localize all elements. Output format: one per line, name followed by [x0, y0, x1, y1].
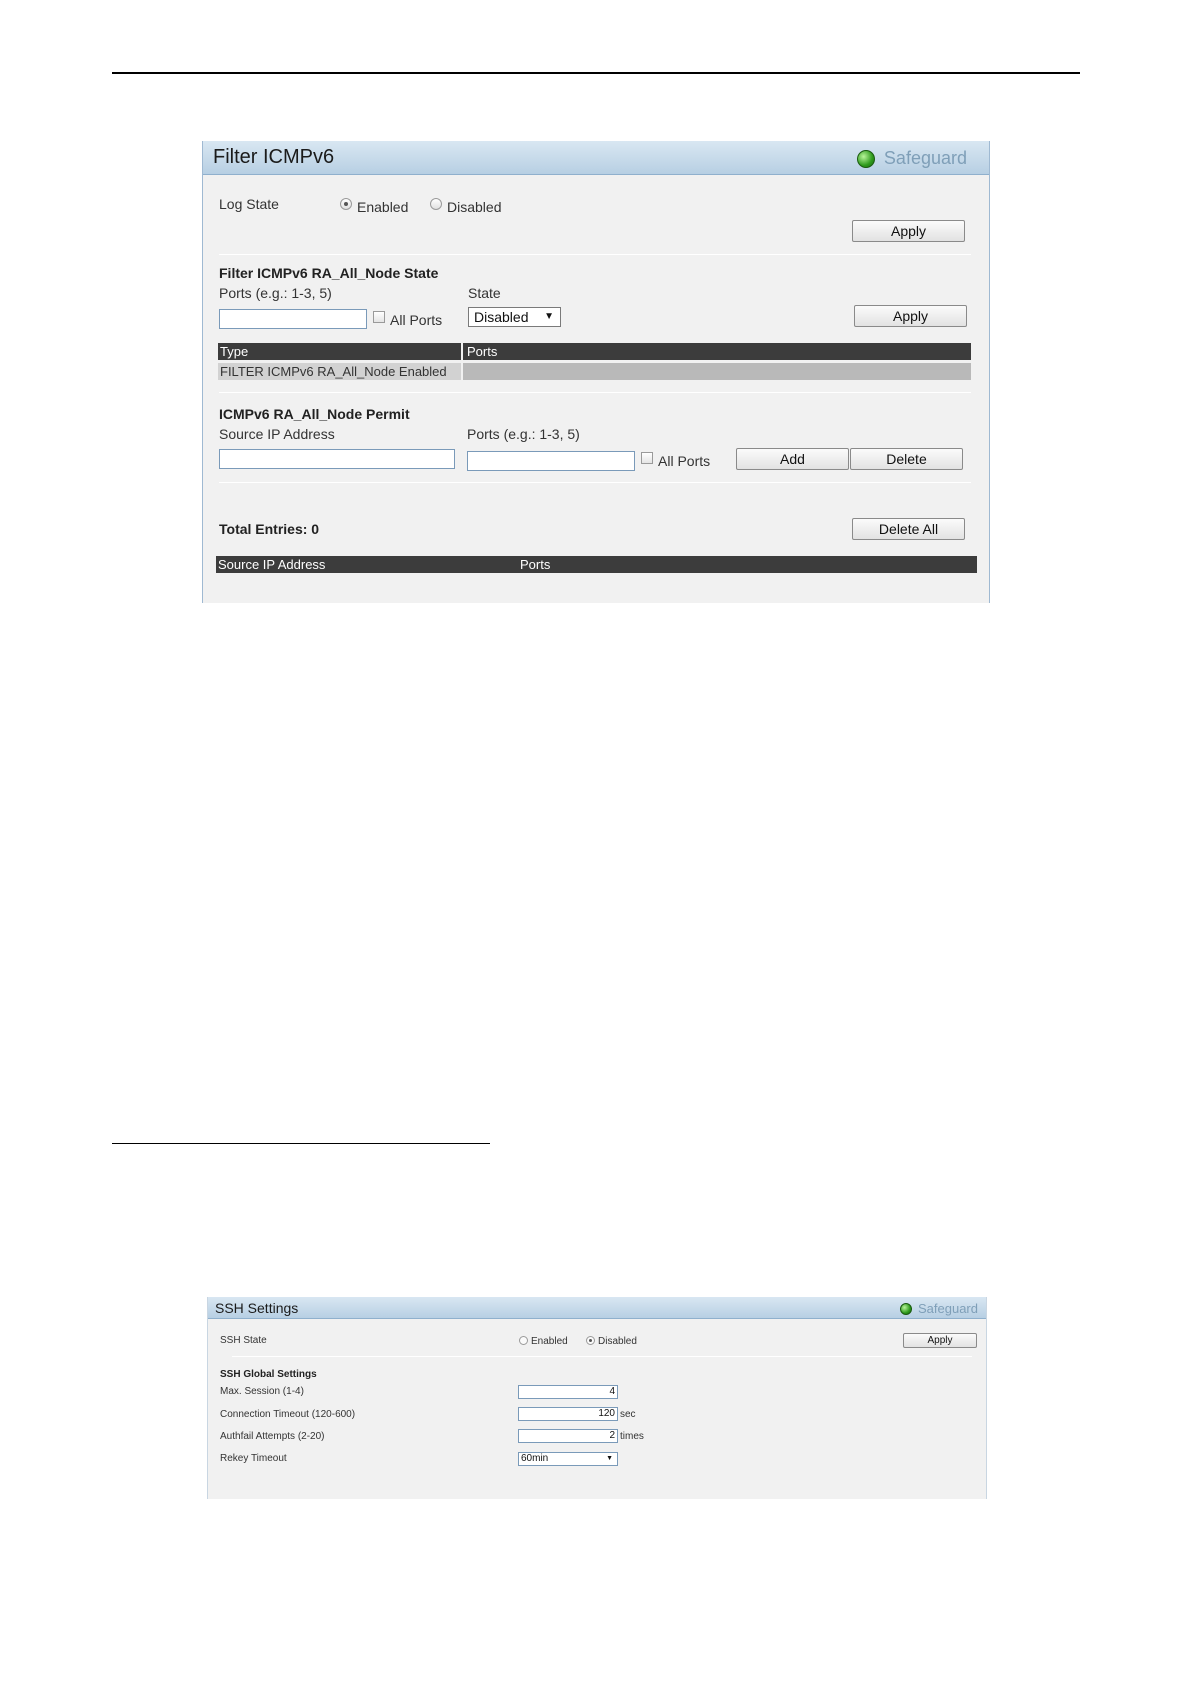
ra-all-ports-label: All Ports — [390, 312, 443, 328]
chevron-down-icon: ▼ — [606, 1455, 613, 1462]
max-session-input[interactable]: 4 — [518, 1385, 618, 1399]
permit-heading: ICMPv6 RA_All_Node Permit — [219, 406, 410, 422]
safeguard-status-icon — [900, 1303, 912, 1315]
filter-icmpv6-panel — [202, 141, 990, 603]
ssh-state-label: SSH State — [220, 1335, 267, 1346]
delete-all-button[interactable]: Delete All — [852, 518, 965, 540]
permit-ports-input[interactable] — [467, 451, 635, 471]
page-top-rule — [112, 72, 1080, 74]
ra-table-cell-type: FILTER ICMPv6 RA_All_Node Enabled — [218, 363, 463, 380]
safeguard-indicator — [857, 148, 967, 169]
chevron-down-icon: ▼ — [544, 311, 554, 322]
ra-table-header — [218, 343, 971, 360]
permit-ports-label: Ports (e.g.: 1-3, 5) — [467, 426, 580, 442]
log-state-enabled-radio[interactable] — [340, 198, 352, 210]
ssh-state-enabled-radio[interactable] — [519, 1336, 528, 1345]
ssh-state-disabled-radio[interactable] — [586, 1336, 595, 1345]
ssh-apply-button[interactable]: Apply — [903, 1333, 977, 1348]
separator — [232, 1356, 972, 1357]
log-state-disabled-label: Disabled — [447, 199, 502, 215]
ra-state-select-value: Disabled — [474, 309, 529, 325]
ra-table-header-ports: Ports — [467, 344, 498, 359]
log-state-enabled-label: Enabled — [357, 199, 409, 215]
permit-add-button[interactable]: Add — [736, 448, 849, 470]
safeguard-label: Safeguard — [883, 148, 967, 168]
safeguard-label: Safeguard — [918, 1301, 978, 1316]
entries-table-header — [216, 556, 977, 573]
authfail-unit: times — [620, 1431, 644, 1442]
entries-header-source-ip: Source IP Address — [218, 557, 326, 572]
ra-ports-input[interactable] — [219, 309, 367, 329]
ra-all-ports-checkbox[interactable] — [373, 311, 385, 323]
log-state-label: Log State — [219, 196, 279, 212]
panel-title: Filter ICMPv6 — [213, 146, 335, 168]
authfail-input[interactable]: 2 — [518, 1429, 618, 1443]
ra-ports-label: Ports (e.g.: 1-3, 5) — [219, 285, 332, 301]
separator — [219, 254, 971, 255]
entries-header-ports: Ports — [520, 557, 551, 572]
ssh-state-disabled-label: Disabled — [598, 1336, 637, 1347]
permit-all-ports-checkbox[interactable] — [641, 452, 653, 464]
panel-header — [203, 141, 989, 175]
ra-state-heading: Filter ICMPv6 RA_All_Node State — [219, 265, 439, 281]
conn-timeout-label: Connection Timeout (120-600) — [220, 1409, 356, 1420]
ra-state-select[interactable] — [468, 307, 561, 327]
log-state-disabled-radio[interactable] — [430, 198, 442, 210]
section-rule — [112, 1143, 490, 1144]
rekey-timeout-select[interactable] — [518, 1452, 618, 1466]
permit-all-ports-label: All Ports — [658, 453, 711, 469]
permit-source-ip-input[interactable] — [219, 449, 455, 469]
log-state-apply-button[interactable]: Apply — [852, 220, 965, 242]
rekey-timeout-value: 60min — [521, 1453, 549, 1464]
separator — [219, 482, 971, 483]
ra-table-cell-ports — [465, 363, 467, 380]
total-entries-label: Total Entries: 0 — [219, 521, 320, 537]
max-session-label: Max. Session (1-4) — [220, 1386, 304, 1397]
table-row — [218, 363, 971, 380]
panel-header — [208, 1297, 986, 1319]
permit-delete-button[interactable]: Delete — [850, 448, 963, 470]
ssh-state-enabled-label: Enabled — [531, 1336, 568, 1347]
conn-timeout-unit: sec — [620, 1409, 636, 1420]
conn-timeout-input[interactable]: 120 — [518, 1407, 618, 1421]
separator — [219, 392, 971, 393]
safeguard-indicator — [900, 1301, 978, 1316]
safeguard-status-icon — [857, 150, 875, 168]
ra-state-label: State — [468, 285, 501, 301]
panel-title: SSH Settings — [215, 1300, 299, 1316]
permit-source-ip-label: Source IP Address — [219, 426, 335, 442]
ra-state-apply-button[interactable]: Apply — [854, 305, 967, 327]
ssh-settings-panel — [207, 1297, 987, 1499]
ssh-global-heading: SSH Global Settings — [220, 1369, 317, 1380]
rekey-timeout-label: Rekey Timeout — [220, 1453, 287, 1464]
ra-table-header-type: Type — [218, 343, 463, 360]
authfail-label: Authfail Attempts (2-20) — [220, 1431, 325, 1442]
